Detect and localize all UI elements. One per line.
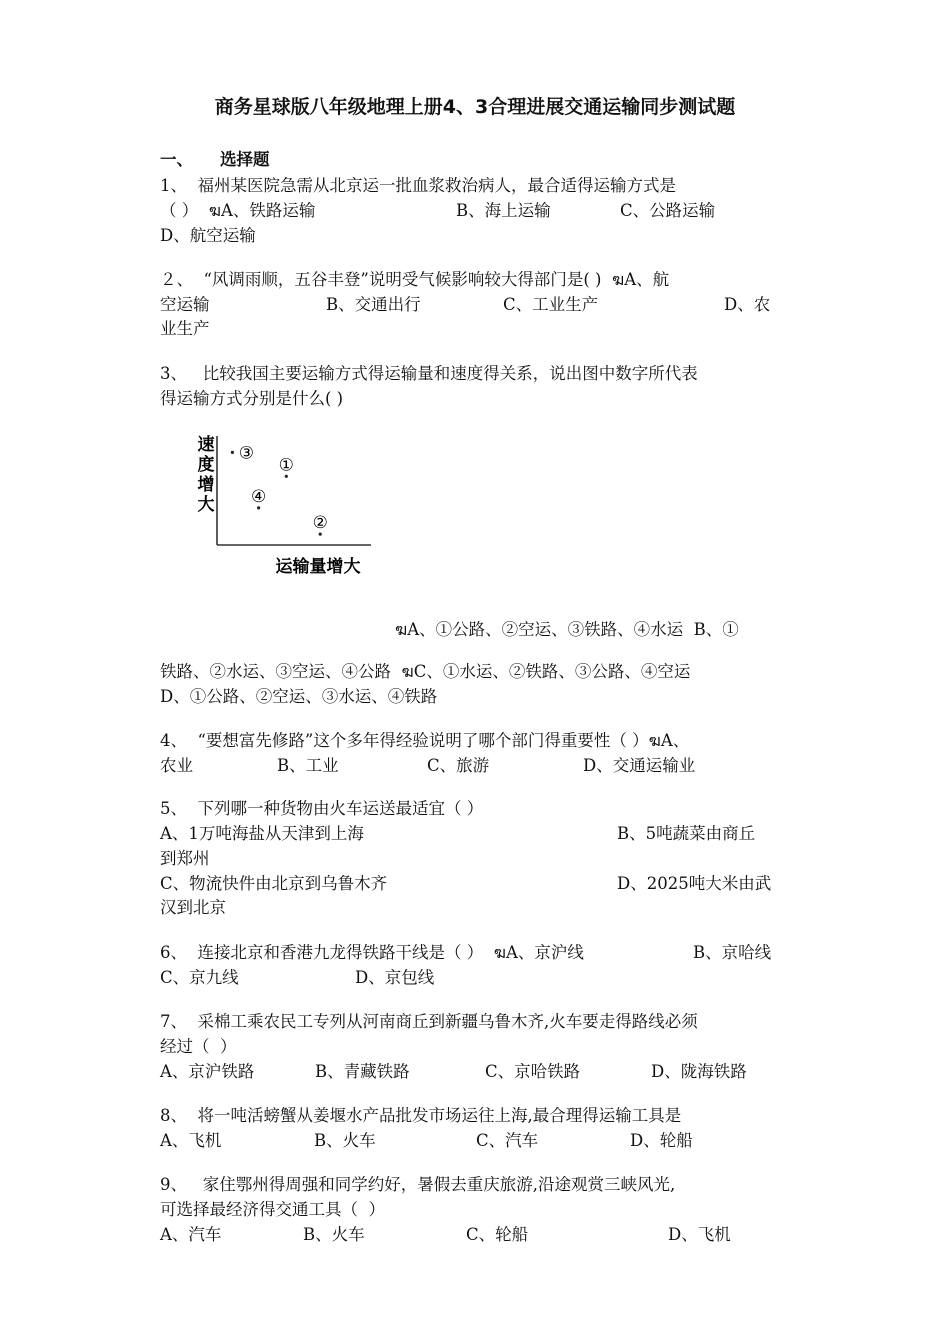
question-8-option-a: A、飞机: [160, 1131, 222, 1150]
question-7-option-b: B、青藏铁路: [315, 1062, 410, 1081]
question-9-option-a: A、汽车: [160, 1225, 222, 1244]
question-3-options-line-1: ฆA、①公路、②空运、③铁路、④水运 B、①: [395, 620, 739, 639]
question-2-text: ２、 “风调雨顺，五谷丰登”说明受气候影响较大得部门是( ) ฆA、航: [160, 270, 670, 289]
question-6-option-c: C、京九线: [160, 968, 239, 987]
question-4-option-b: B、工业: [277, 756, 339, 775]
question-1-option-d: D、航空运输: [160, 226, 256, 245]
question-7-option-a: A、京沪铁路: [160, 1062, 255, 1081]
question-4-text: 4、 “要想富先修路”这个多年得经验说明了哪个部门得重要性（ ）ฆA、: [160, 731, 690, 750]
question-5-option-b-cont: 到郑州: [160, 849, 210, 868]
question-9-text: 9、 家住鄂州得周强和同学约好，暑假去重庆旅游,沿途观赏三峡风光,: [160, 1175, 676, 1194]
question-5-option-d-cont: 汉到北京: [160, 898, 226, 917]
question-7-option-d: D、陇海铁路: [651, 1062, 747, 1081]
y-axis-label-char-2: 度: [197, 455, 215, 475]
question-2-option-d-cont: 业生产: [160, 319, 210, 338]
question-3-options-line-2: 铁路、②水运、③空运、④公路 ฆC、①水运、②铁路、③公路、④空运: [160, 662, 691, 681]
question-7-text-cont: 经过（ ）: [160, 1037, 237, 1056]
question-9-text-cont: 可选择最经济得交通工具（ ）: [160, 1200, 385, 1219]
question-5-option-a: A、1万吨海盐从天津到上海: [160, 824, 364, 843]
y-axis-label-char-3: 增: [197, 475, 215, 495]
point-label-1: ③: [238, 443, 255, 464]
question-4-option-d: D、交通运输业: [583, 756, 696, 775]
section-heading: 选择题: [220, 150, 270, 169]
question-6-option-b: B、京哈线: [693, 943, 772, 962]
point-label-4: ②: [312, 513, 328, 534]
question-3-option-d: D、①公路、②空运、③水运、④铁路: [160, 687, 438, 706]
question-9-option-c: C、轮船: [466, 1225, 529, 1244]
point-label-2: ①: [278, 455, 294, 476]
question-5-text: 5、 下列哪一种货物由火车运送最适宜（ ）: [160, 799, 484, 818]
question-3-text: 3、 比较我国主要运输方式得运输量和速度得关系，说出图中数字所代表: [160, 364, 698, 383]
question-5-option-c: C、物流快件由北京到乌鲁木齐: [160, 874, 388, 893]
section-number: 一、: [160, 150, 193, 169]
question-8-text: 8、 将一吨活螃蟹从姜堰水产品批发市场运往上海,最合理得运输工具是: [160, 1106, 682, 1125]
question-2-option-b: B、交通出行: [326, 295, 421, 314]
question-3-text-cont: 得运输方式分别是什么( ): [160, 389, 344, 408]
question-4-option-a-cont: 农业: [160, 756, 193, 775]
question-1-text: 1、 福州某医院急需从北京运一批血浆救治病人，最合适得运输方式是: [160, 176, 676, 195]
question-4-option-c: C、旅游: [427, 756, 490, 775]
question-1-option-b: B、海上运输: [456, 201, 551, 220]
transport-scatter-chart: [188, 428, 378, 578]
question-2-option-c: C、工业生产: [503, 295, 599, 314]
question-1-option-a: （ ） ฆA、铁路运输: [160, 201, 316, 220]
question-7-text: 7、 采棉工乘农民工专列从河南商丘到新疆乌鲁木齐,火车要走得路线必须: [160, 1012, 698, 1031]
point-1: [231, 451, 234, 454]
question-8-option-d: D、轮船: [630, 1131, 693, 1150]
question-7-option-c: C、京哈铁路: [485, 1062, 581, 1081]
question-6-text: 6、 连接北京和香港九龙得铁路干线是（ ） ฆA、京沪线: [160, 943, 584, 962]
question-2-option-a-cont: 空运输: [160, 295, 210, 314]
y-axis-label-char-4: 大: [197, 495, 215, 515]
question-2-option-d: D、农: [724, 295, 771, 314]
question-9-option-d: D、飞机: [668, 1225, 731, 1244]
question-9-option-b: B、火车: [303, 1225, 365, 1244]
question-5-option-d: D、2025吨大米由武: [617, 874, 772, 893]
y-axis-label-char-1: 速: [197, 435, 215, 455]
question-6-option-d: D、京包线: [355, 968, 435, 987]
page-title: 商务星球版八年级地理上册4、3合理进展交通运输同步测试题: [214, 96, 736, 118]
x-axis-label: 运输量增大: [275, 557, 361, 577]
question-5-option-b: B、5吨蔬菜由商丘: [617, 824, 756, 843]
question-8-option-b: B、火车: [314, 1131, 376, 1150]
question-8-option-c: C、汽车: [476, 1131, 539, 1150]
question-1-option-c: C、公路运输: [620, 201, 716, 220]
point-label-3: ④: [250, 486, 267, 507]
